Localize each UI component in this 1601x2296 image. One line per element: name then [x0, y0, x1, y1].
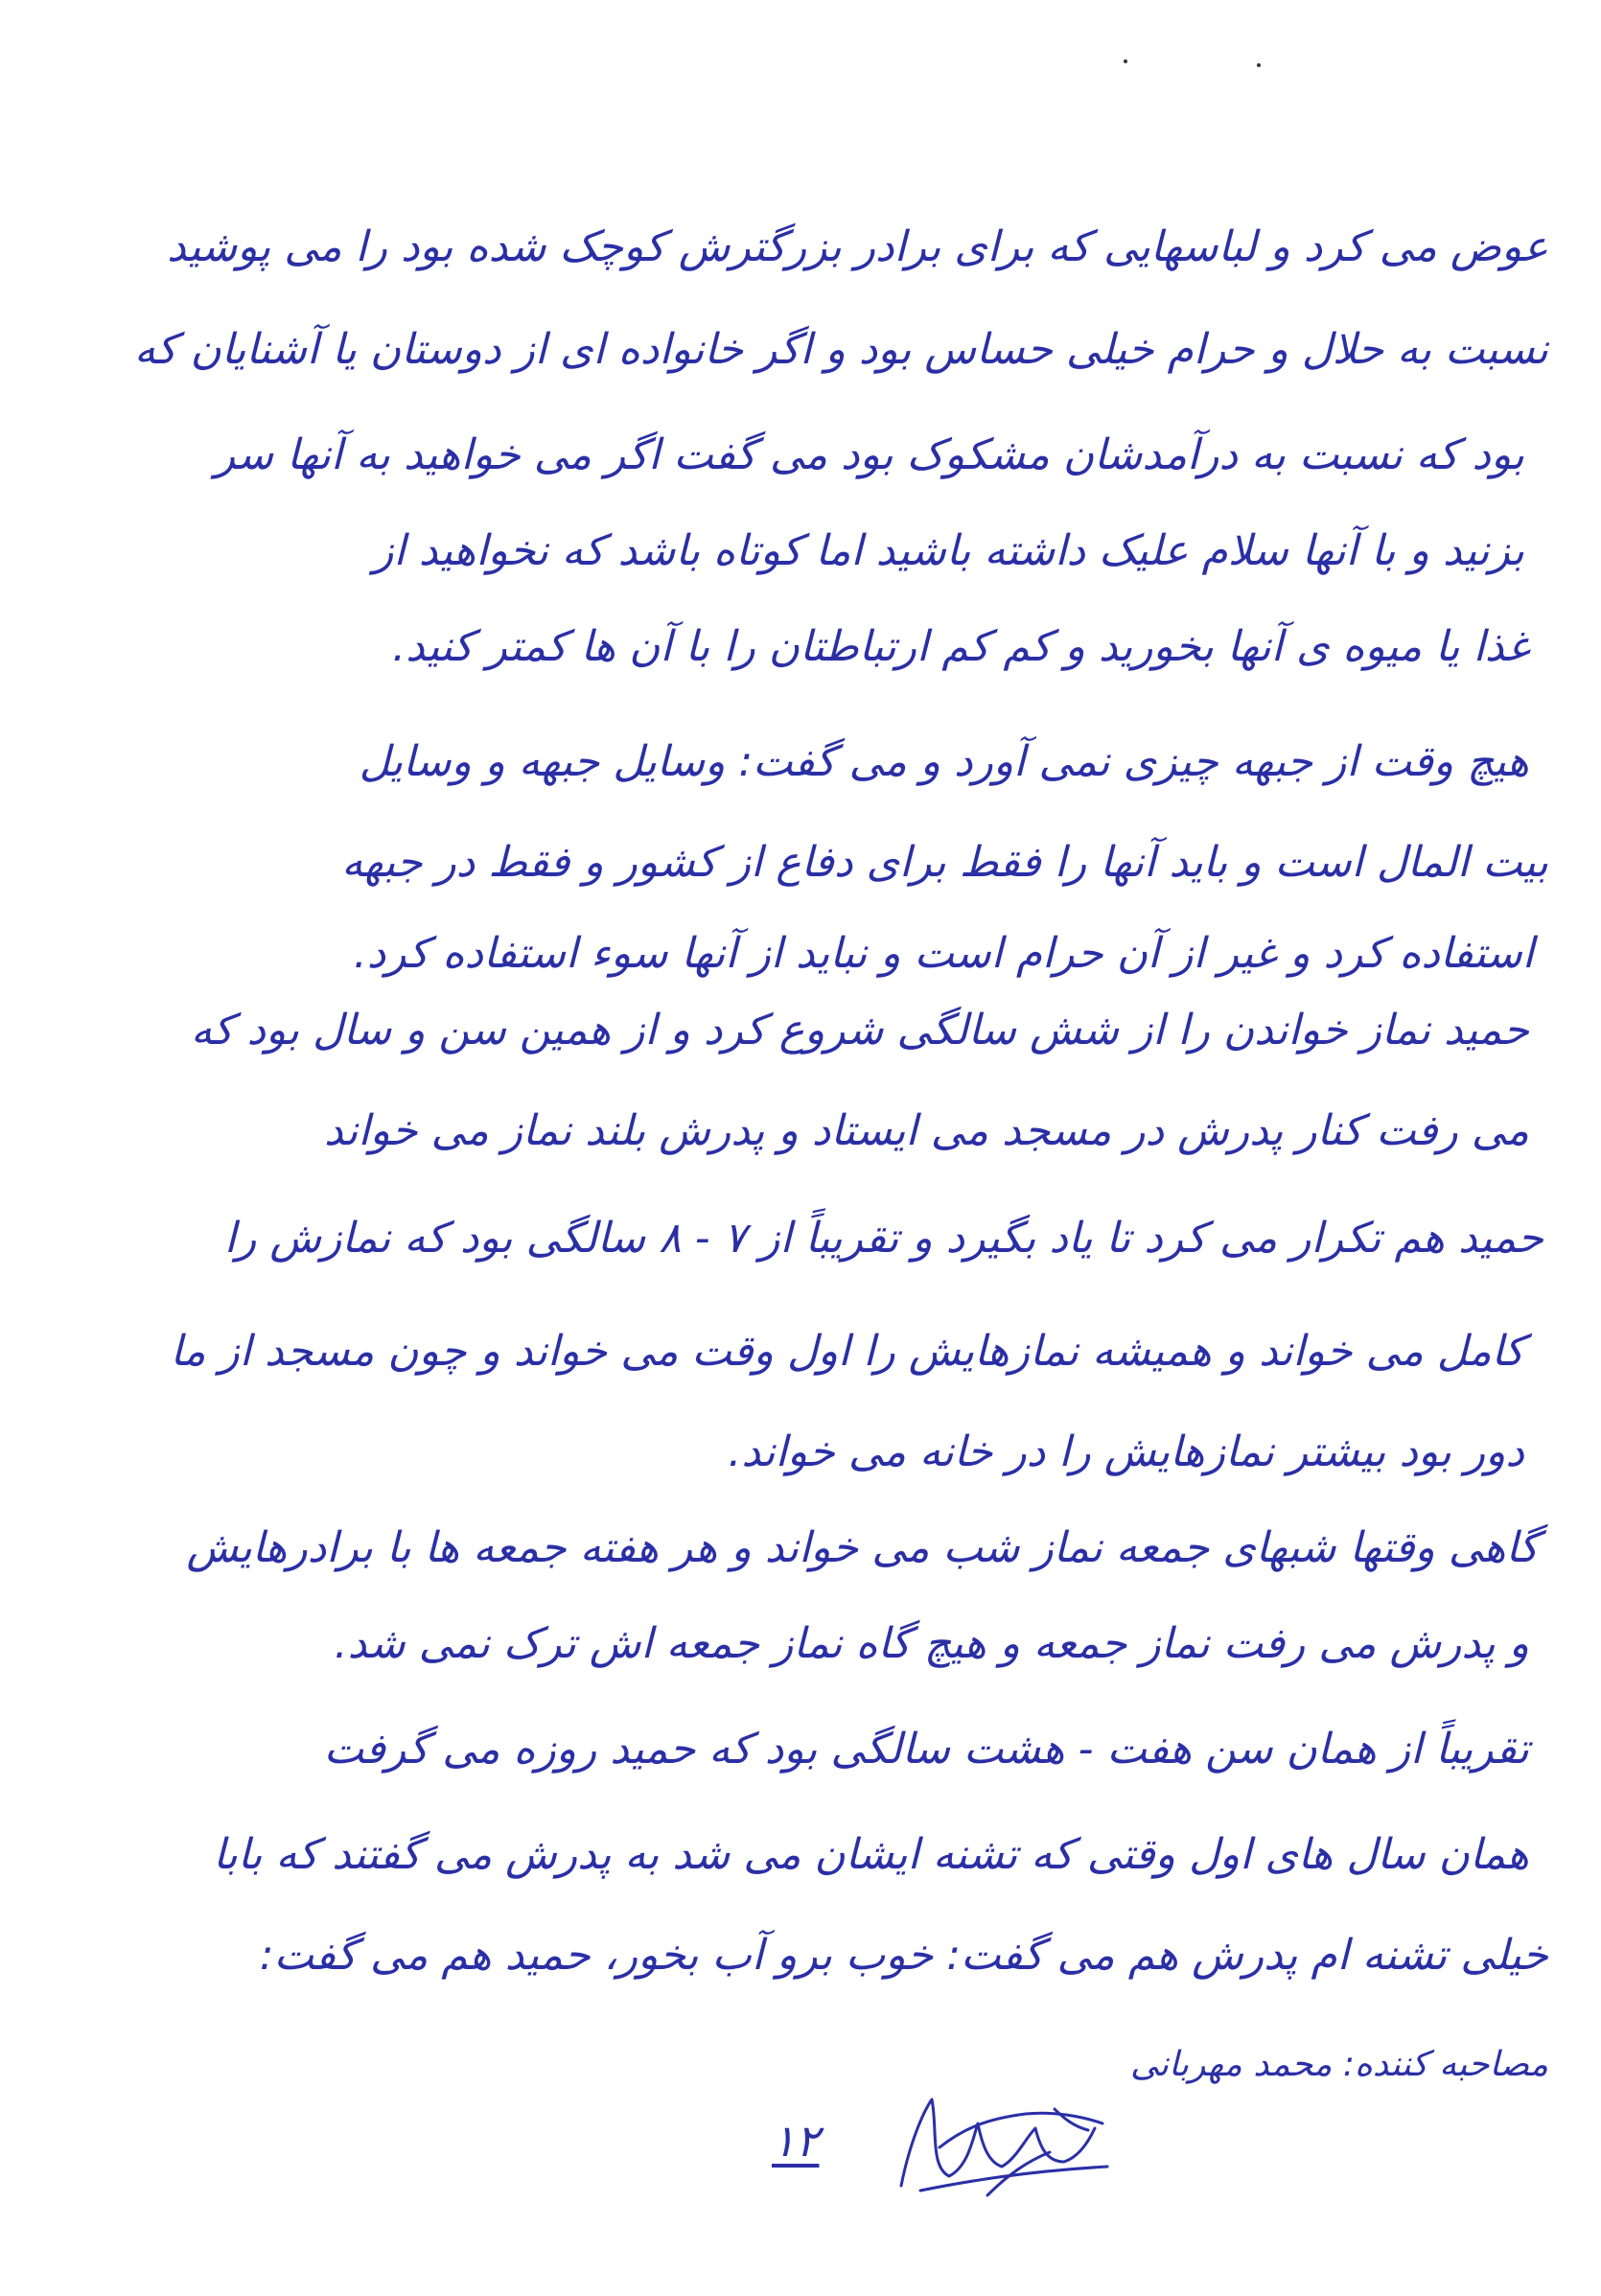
text-line-14: گاهی وقتها شبهای جمعه نماز شب می خواند و هر هفته جمعه ها با برادرهایش — [186, 1523, 1539, 1572]
text-line-1: عوض می کرد و لباسهایی که برای برادر بزرگترش کوچک شده بود را می پوشید — [167, 222, 1548, 271]
text-line-12: کامل می خواند و همیشه نمازهایش را اول وقت می خواند و چون مسجد از ما — [170, 1327, 1524, 1376]
text-line-2: نسبت به حلال و حرام خیلی حساس بود و اگر خانواده ای از دوستان یا آشنایان که — [134, 325, 1548, 374]
text-line-17: همان سال های اول وقتی که تشنه ایشان می شد به پدرش می گفتند که بابا — [213, 1830, 1529, 1879]
text-line-7: بیت المال است و باید آنها را فقط برای دفاع از کشور و فقط در جبهه — [341, 838, 1548, 887]
text-line-4: بزنید و با آنها سلام علیک داشته باشید اما کوتاه باشد که نخواهید از — [373, 526, 1524, 575]
text-line-13: دور بود بیشتر نمازهایش را در خانه می خواند. — [728, 1427, 1524, 1476]
text-line-11: حمید هم تکرار می کرد تا یاد بگیرد و تقریباً از ۷ - ۸ سالگی بود که نمازش را — [223, 1214, 1543, 1263]
text-line-15: و پدرش می رفت نماز جمعه و هیچ گاه نماز جمعه اش ترک نمی شد. — [334, 1619, 1529, 1668]
page-number: ۱۲ — [772, 2115, 820, 2167]
text-line-3: بود که نسبت به درآمدشان مشکوک بود می گفت اگر می خواهید به آنها سر — [214, 430, 1524, 479]
text-line-16: تقریباً از همان سن هفت - هشت سالگی بود که حمید روزه می گرفت — [323, 1725, 1529, 1774]
text-line-9: حمید نماز خواندن را از شش سالگی شروع کرد و از همین سن و سال بود که — [190, 1006, 1529, 1055]
text-line-6: هیچ وقت از جبهه چیزی نمی آورد و می گفت: وسایل جبهه و وسایل — [359, 737, 1529, 786]
interviewer-note: مصاحبه کننده: محمد مهربانی — [1130, 2045, 1548, 2084]
text-line-18: خیلی تشنه ام پدرش هم می گفت: خوب برو آب بخور، حمید هم می گفت: — [259, 1931, 1548, 1980]
text-line-5: غذا یا میوه ی آنها بخورید و کم کم ارتباطتان را با آن ها کمتر کنید. — [392, 622, 1529, 671]
paper-speck — [1257, 63, 1261, 67]
signature-icon — [882, 2071, 1141, 2215]
text-line-8: استفاده کرد و غیر از آن حرام است و نباید از آنها سوء استفاده کرد. — [353, 929, 1534, 978]
text-line-10: می رفت کنار پدرش در مسجد می ایستاد و پدرش بلند نماز می خواند — [324, 1106, 1529, 1155]
paper-speck — [1124, 59, 1127, 63]
